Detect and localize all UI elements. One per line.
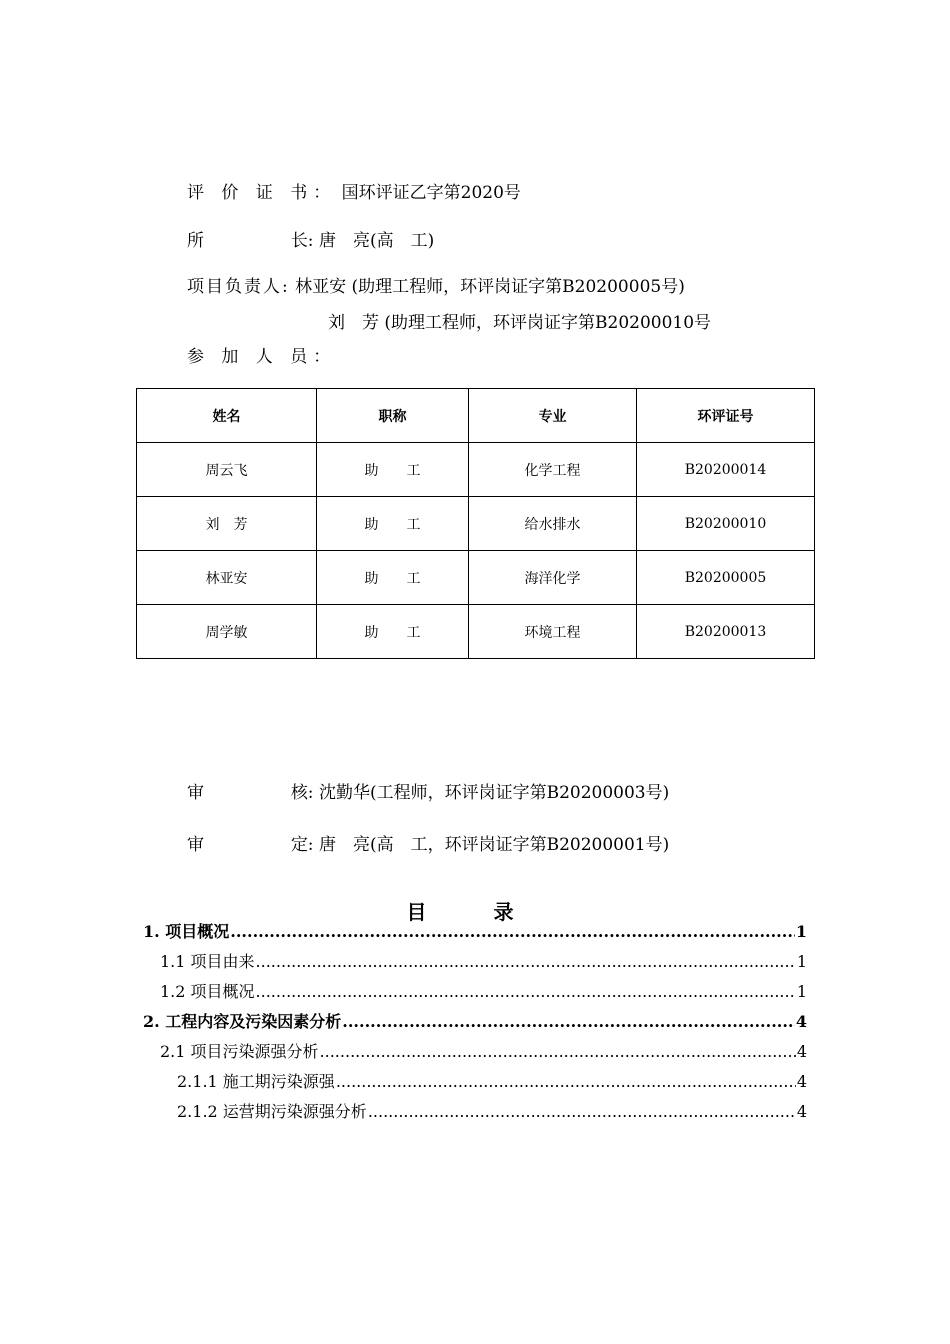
toc-entry-page: 4: [796, 1102, 807, 1121]
director-label-b: 长:: [290, 231, 314, 251]
toc-entry-text: 2.1.2 运营期污染源强分析: [177, 1102, 367, 1121]
director-label-a: 所: [187, 231, 204, 251]
table-row: [137, 497, 815, 551]
table-row: [137, 443, 815, 497]
approve-label-a: 审: [187, 835, 204, 855]
toc-leader-dots: [320, 1041, 796, 1063]
approve-value: 唐 亮(高 工，环评岗证字第B20200001号): [318, 835, 670, 855]
table-header-row: [137, 389, 815, 443]
cert-value: 国环评证乙字第2020号: [341, 183, 521, 203]
leader-label: 项目负责人:: [187, 277, 290, 297]
cell-cert: B20200005: [637, 551, 815, 605]
toc-entry-page: 4: [796, 1072, 807, 1091]
cell-major: 给水排水: [469, 497, 637, 551]
table-row: [137, 605, 815, 659]
cell-cert: B20200013: [637, 605, 815, 659]
toc-leader-dots: [230, 921, 795, 943]
col-header-title: 职称: [317, 389, 469, 443]
director-line: [187, 230, 434, 252]
cell-cert: B20200014: [637, 443, 815, 497]
toc-entry[interactable]: [177, 1071, 807, 1093]
cell-name: 周云飞: [137, 443, 317, 497]
approve-line: [187, 834, 669, 856]
toc-leader-dots: [256, 951, 796, 973]
toc-entry[interactable]: [177, 1101, 807, 1123]
col-header-major: 专业: [469, 389, 637, 443]
review-label-b: 核:: [290, 783, 314, 803]
staff-table: [136, 388, 815, 659]
toc-entry-page: 4: [796, 1042, 807, 1061]
toc-entry-text: 1.2 项目概况: [160, 982, 255, 1001]
toc-entry-text: 1. 项目概况: [143, 922, 230, 941]
cell-title: 助 工: [317, 605, 469, 659]
col-header-cert: 环评证号: [637, 389, 815, 443]
toc-entry[interactable]: [143, 921, 807, 943]
toc-leader-dots: [256, 981, 796, 1003]
cell-cert: B20200010: [637, 497, 815, 551]
review-value: 沈勤华(工程师，环评岗证字第B20200003号): [318, 783, 670, 803]
review-line: [187, 782, 669, 804]
toc-entry-text: 1.1 项目由来: [160, 952, 255, 971]
toc-leader-dots: [342, 1011, 795, 1033]
cell-name: 刘 芳: [137, 497, 317, 551]
members-label: 参 加 人 员：: [187, 347, 337, 367]
leader-1: 林亚安 (助理工程师，环评岗证字第B20200005号): [295, 277, 685, 297]
toc-entry[interactable]: [143, 1011, 807, 1033]
table-row: [137, 551, 815, 605]
toc-entry-page: 1: [796, 982, 807, 1001]
toc-entry[interactable]: [160, 981, 807, 1003]
toc-entry-page: 1: [795, 922, 807, 941]
leader-2: 刘 芳 (助理工程师，环评岗证字第B20200010号: [328, 313, 712, 333]
cert-line: [187, 182, 521, 204]
cell-major: 化学工程: [469, 443, 637, 497]
cell-major: 环境工程: [469, 605, 637, 659]
toc-entry-text: 2.1.1 施工期污染源强: [177, 1072, 335, 1091]
toc-entry-text: 2. 工程内容及污染因素分析: [143, 1012, 342, 1031]
leader-line: [187, 276, 685, 298]
toc-leader-dots: [336, 1071, 796, 1093]
cell-title: 助 工: [317, 443, 469, 497]
toc-entry-page: 1: [796, 952, 807, 971]
toc-entry[interactable]: [160, 951, 807, 973]
toc-entry-text: 2.1 项目污染源强分析: [160, 1042, 319, 1061]
cell-name: 林亚安: [137, 551, 317, 605]
cell-title: 助 工: [317, 551, 469, 605]
cell-name: 周学敏: [137, 605, 317, 659]
approve-label-b: 定:: [290, 835, 314, 855]
cell-major: 海洋化学: [469, 551, 637, 605]
leader-2-line: [328, 312, 711, 334]
director-value: 唐 亮(高 工): [318, 231, 435, 251]
cert-label: 评 价 证 书：: [187, 183, 337, 203]
toc-entry-page: 4: [795, 1012, 807, 1031]
col-header-name: 姓名: [137, 389, 317, 443]
toc-entry[interactable]: [160, 1041, 807, 1063]
toc-title: 目 录: [406, 900, 544, 924]
toc-leader-dots: [368, 1101, 796, 1123]
review-label-a: 审: [187, 783, 204, 803]
cell-title: 助 工: [317, 497, 469, 551]
